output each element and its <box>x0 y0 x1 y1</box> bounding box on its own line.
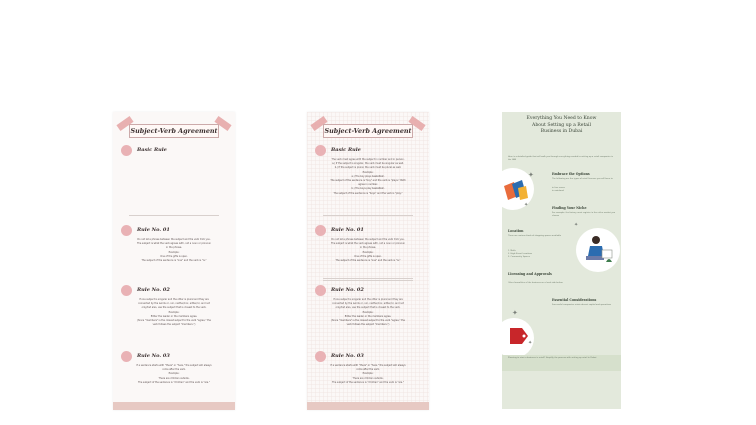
rule-01-section <box>315 224 421 263</box>
text-line: There are children outside. <box>352 376 384 380</box>
text-line: The subject of the sentence is "one" and the verb is "is." <box>335 259 401 263</box>
divider <box>129 215 219 216</box>
text-line: One of the gifts is open. <box>160 254 188 258</box>
text-line: Do not let a phrase between the subject and the verb trick you. <box>331 238 405 241</box>
title-banner <box>123 122 225 140</box>
section-text: Other formalities of the business on a local side before <box>508 282 563 284</box>
title-line: Everything You Need to Know <box>526 116 597 121</box>
section-text: There are various kinds of shopping spaces available <box>508 235 562 237</box>
worksheet-middle <box>307 112 429 410</box>
text-line: The verb must agree with the subject in number and in person. <box>331 158 405 161</box>
page-title: Subject-Verb Agreement <box>130 127 218 135</box>
footer-text: Planning to start a business in retail? Simplify the process with setting up retail in Dubai <box>508 357 597 359</box>
sparkle-icon: ✦ <box>574 222 579 228</box>
bullet-dot-icon <box>315 351 326 362</box>
text-line: Example: <box>362 310 374 314</box>
section-heading: Rule No. 02 <box>137 287 170 293</box>
text-line: b.) The boys play basketball. <box>351 187 385 191</box>
basic-rule-section <box>315 144 421 196</box>
section-heading: Licensing and Approvals <box>508 272 552 276</box>
sparkle-icon: ✦ <box>528 340 533 346</box>
text-line: in the phrase. <box>166 246 182 250</box>
text-line: a.) The boy plays basketball. <box>351 174 385 178</box>
text-line: a.) If the subject is singular, the verb must be singular as well. <box>332 162 404 166</box>
rule-02-section <box>121 284 227 327</box>
footer-band <box>113 402 235 410</box>
list-item: 1. Malls <box>508 250 516 252</box>
person-laptop-icon <box>584 234 614 266</box>
list-item: in free zones <box>552 187 565 189</box>
sparkle-icon: ✦ <box>528 171 534 179</box>
list-item: 3. Community Spaces <box>508 256 530 258</box>
text-line: If a sentence starts with "there" or "here," the subject will always <box>136 364 212 367</box>
text-line: The subject of the sentence is "children" and the verb is "are." <box>138 380 210 384</box>
bullet-dot-icon <box>315 225 326 236</box>
text-line: only/but also, use the subject that is closest to the verb. <box>141 306 207 310</box>
section-heading: Basic Rule <box>331 147 361 153</box>
sparkle-icon: ✦ <box>512 309 518 317</box>
section-heading: Location <box>508 229 524 233</box>
rule-03-section <box>121 350 227 385</box>
text-line: Example: <box>362 250 374 254</box>
text-line: come after the verb. <box>356 368 380 372</box>
basic-rule-section <box>121 144 227 156</box>
text-line: The subject is what the verb agrees with, not a noun or pronoun <box>137 242 211 246</box>
text-line: connected by the words or, nor, neither/nor, either/or, and not <box>332 302 404 306</box>
text-line: The subject is what the verb agrees with, not a noun or pronoun <box>331 242 405 246</box>
list-item: 2. High-Street Locations <box>508 253 533 255</box>
text-line: b.) If the subject is plural, the verb must be plural as well. <box>334 166 402 170</box>
text-line: connected by the words or, nor, neither/nor, either/or, and not <box>138 302 210 306</box>
bullet-dot-icon <box>121 225 132 236</box>
list-item: in mainland <box>552 190 564 192</box>
section-heading: Rule No. 01 <box>331 227 364 233</box>
divider <box>323 280 413 281</box>
bullet-dot-icon <box>121 285 132 296</box>
bullet-dot-icon <box>315 285 326 296</box>
text-line: (Since "members" is the closest subject to the verb "agree," the <box>331 319 405 323</box>
text-line: One of the gifts is open. <box>354 254 382 258</box>
text-line: The subject of the sentence is "boys" and the verb is "play." <box>333 191 403 195</box>
worksheet-left <box>113 112 235 410</box>
text-line: in the phrase. <box>360 246 376 250</box>
footer-band <box>307 402 429 410</box>
text-line: If one subject is singular and the other is plural and they are <box>139 298 209 301</box>
section-heading: Finding Your Niche <box>552 206 587 210</box>
text-line: only/but also, use the subject that is closest to the verb. <box>335 306 401 310</box>
rule-01-section <box>121 224 227 263</box>
title-line: Business in Dubai <box>540 129 583 135</box>
divider <box>323 215 413 216</box>
text-line: Either the leader or the members agree. <box>344 314 392 318</box>
section-heading: Rule No. 03 <box>137 353 170 359</box>
text-line: Example: <box>168 250 180 254</box>
section-heading: Basic Rule <box>137 147 167 153</box>
divider <box>323 278 413 279</box>
text-line: Example: <box>168 372 180 376</box>
title-banner <box>317 122 419 140</box>
section-heading: Essential Considerations <box>552 298 597 302</box>
bullet-dot-icon <box>315 145 326 156</box>
text-line: Example: <box>362 372 374 376</box>
text-line: come after the verb. <box>162 368 186 372</box>
bullet-dot-icon <box>121 145 132 156</box>
sparkle-icon: ✦ <box>524 202 529 208</box>
text-line: The subject of the sentence is "boy" and the verb is "plays." Both <box>330 179 406 183</box>
text-line: Example: <box>362 170 374 174</box>
title-line: About Setting up a Retail <box>532 122 591 128</box>
text-line: There are children outside. <box>158 376 190 380</box>
rule-03-section <box>315 350 421 385</box>
bullet-dot-icon <box>121 351 132 362</box>
page-title: Subject-Verb Agreement <box>324 127 412 135</box>
text-line: agree in number. <box>358 183 378 187</box>
retail-infographic <box>502 112 621 409</box>
price-tag-icon <box>504 324 533 350</box>
text-line: verb follows the subject "members.") <box>152 323 196 327</box>
text-line: The subject of the sentence is "children" and the verb is "are." <box>332 380 404 384</box>
text-line: Do not let a phrase between the subject and the verb trick you. <box>137 238 211 241</box>
section-heading: Rule No. 01 <box>137 227 170 233</box>
text-line: If a sentence starts with "there" or "here," the subject will always <box>330 364 406 367</box>
text-line: (Since "members" is the closest subject to the verb "agree," the <box>137 319 211 323</box>
section-text: Successful companies retain decent capital and operations <box>552 304 612 306</box>
text-line: Either the leader or the members agree. <box>150 314 198 318</box>
section-heading: Rule No. 02 <box>331 287 364 293</box>
infographic-title <box>508 116 615 136</box>
text-line: The subject of the sentence is "one" and the verb is "is." <box>141 259 207 263</box>
section-heading: Rule No. 03 <box>331 353 364 359</box>
section-heading: Embrace the Options <box>552 172 590 176</box>
text-line: If one subject is singular and the other is plural and they are <box>333 298 403 301</box>
rule-02-section <box>315 284 421 327</box>
section-text: For example, the factory must register in the niche market you choose <box>552 212 616 218</box>
text-line: verb follows the subject "members.") <box>346 323 390 327</box>
intro-paragraph: Here is a detailed guide that will walk you through everything needed to setting up a retail companies in the UAE <box>508 156 614 162</box>
section-text: The following are the types of retail licenses you will have to <box>552 178 613 180</box>
text-line: Example: <box>168 310 180 314</box>
